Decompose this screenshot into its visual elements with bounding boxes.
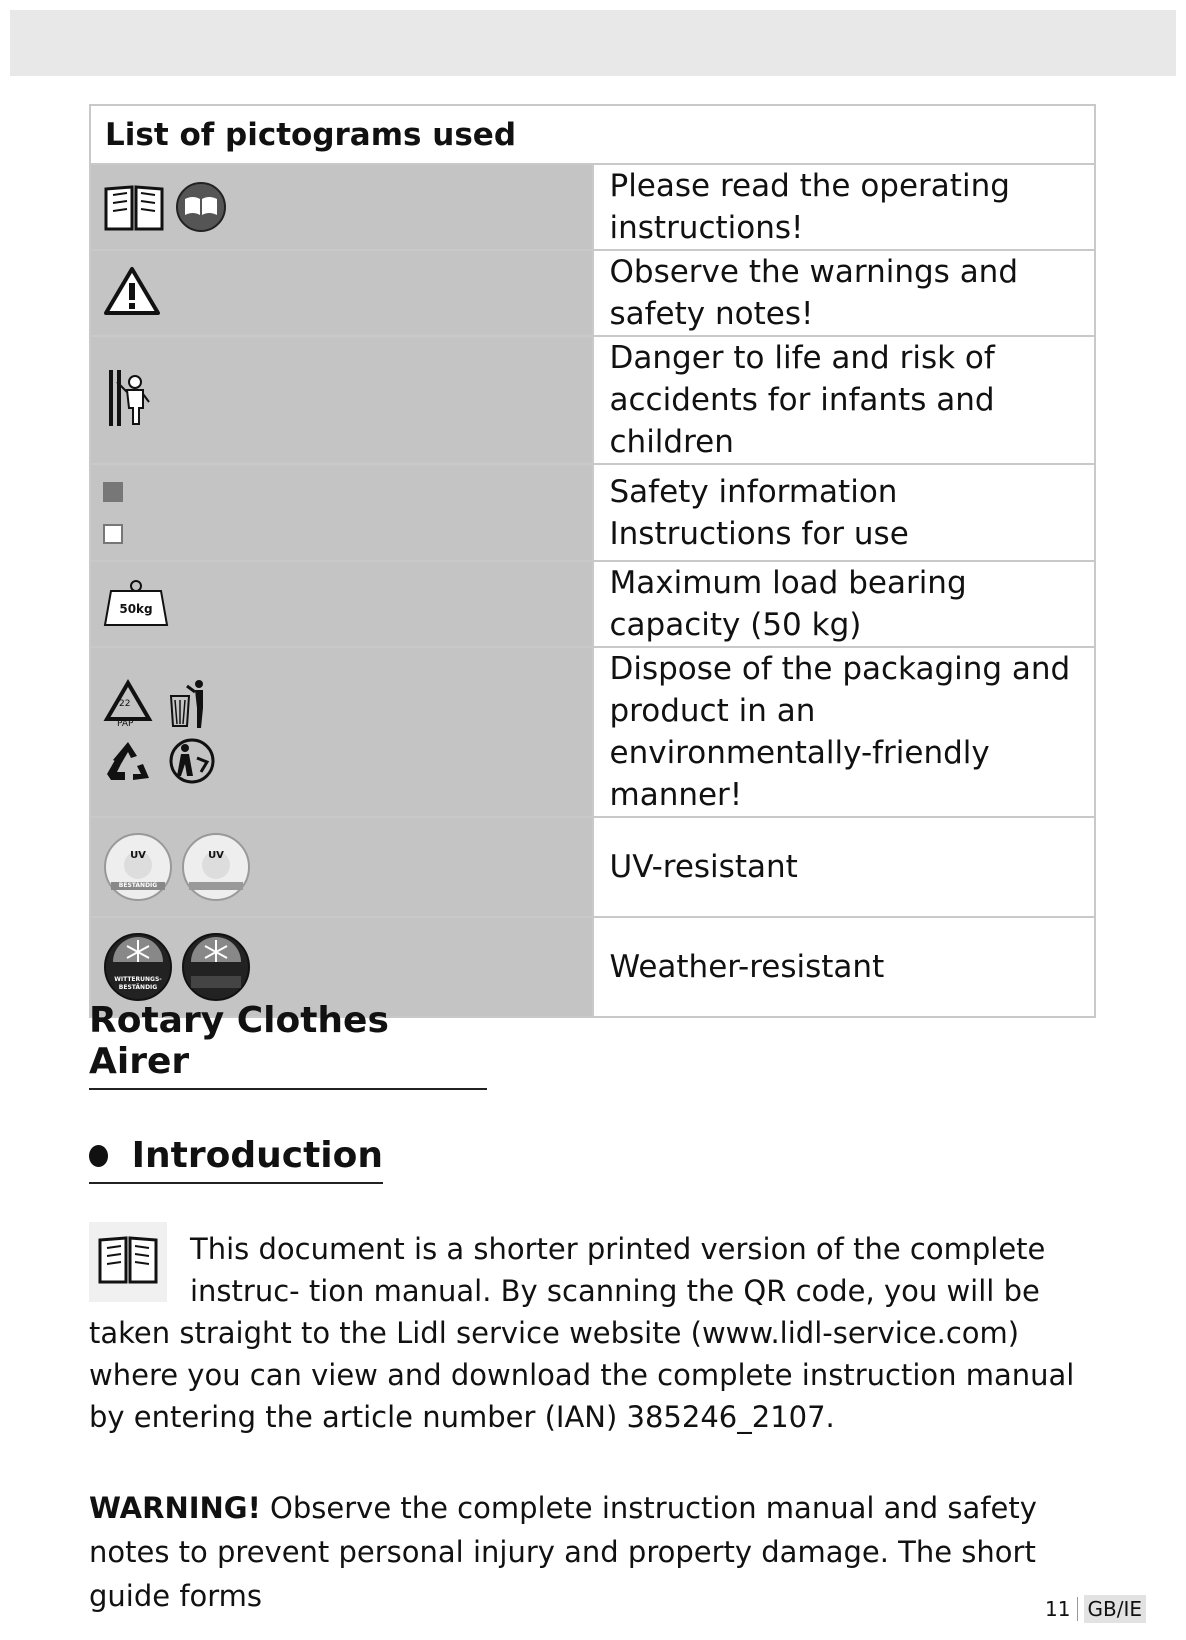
table-row	[90, 464, 1095, 561]
section-heading-text: Introduction	[131, 1135, 383, 1176]
weather-label: WITTERUNGS-	[114, 976, 162, 983]
empty-square-icon	[103, 524, 123, 544]
row-text: Maximum load bearing capacity (50 kg)	[593, 561, 1096, 647]
row-text: Danger to life and risk of accidents for infants and children	[593, 336, 1096, 464]
uv-label: UV	[130, 850, 146, 861]
table-header: List of pictograms used	[90, 105, 1095, 164]
row-text-2: environmentally-friendly manner!	[609, 735, 990, 813]
row-text: Please read the operating instructions!	[593, 164, 1096, 250]
bin-person-icon	[167, 678, 207, 730]
book-circle-icon	[175, 181, 227, 233]
uv-badge-icon	[103, 832, 173, 902]
person-recycle-icon	[167, 736, 217, 786]
uv-label: UV	[208, 850, 224, 861]
row-text-2: Instructions for use	[609, 515, 909, 552]
table-row	[90, 336, 1095, 464]
weight-label: 50kg	[119, 602, 153, 616]
warning-text: Observe the complete instruction manual and safety notes to prevent personal injury and property damage. The short guide forms	[89, 1491, 1037, 1613]
row-text: Dispose of the packaging and product in an	[609, 651, 1071, 729]
weather-badge-icon	[181, 932, 251, 1002]
filled-square-icon	[103, 482, 123, 502]
warning-paragraph	[89, 1486, 1099, 1618]
row-text: Observe the warnings and safety notes!	[593, 250, 1096, 336]
weather-sub-label: BESTÄNDIG	[118, 984, 158, 991]
recycle-code: 22	[119, 699, 131, 709]
intro-paragraph: This document is a shorter printed version of the complete instruc- tion manual. By scanning the QR code, you will be taken straight to the Lidl service website (www.lidl-service.com) where you can view and download the complete instruction manual by entering the article number (IAN) 385246_2107.	[89, 1232, 1075, 1434]
page-footer	[1045, 1595, 1146, 1623]
pictogram-table	[89, 104, 1096, 1018]
row-text: UV-resistant	[593, 817, 1096, 917]
row-text: Safety information	[609, 473, 898, 510]
page-title: Rotary Clothes Airer	[89, 1000, 487, 1090]
warning-label: WARNING!	[89, 1491, 261, 1525]
table-row	[90, 647, 1095, 817]
uv-badge-icon	[181, 832, 251, 902]
table-row	[90, 250, 1095, 336]
top-bar	[10, 10, 1176, 76]
recycle-icon	[103, 738, 153, 784]
country-code: GB/IE	[1084, 1595, 1147, 1623]
page-number: 11	[1045, 1597, 1077, 1621]
book-icon	[103, 181, 165, 233]
row-text: Weather-resistant	[593, 917, 1096, 1017]
section-heading	[89, 1135, 383, 1184]
uv-sub-label: BESTÄNDIG	[118, 882, 158, 889]
bullet-icon	[89, 1145, 108, 1167]
recycle-material: PAP	[117, 719, 134, 729]
table-row	[90, 561, 1095, 647]
intro-paragraph-block	[89, 1228, 1099, 1438]
table-header-row	[90, 105, 1095, 164]
table-row	[90, 164, 1095, 250]
warning-triangle-icon	[103, 266, 161, 316]
child-danger-icon	[103, 368, 153, 428]
weather-badge-icon	[103, 932, 173, 1002]
table-row	[90, 817, 1095, 917]
